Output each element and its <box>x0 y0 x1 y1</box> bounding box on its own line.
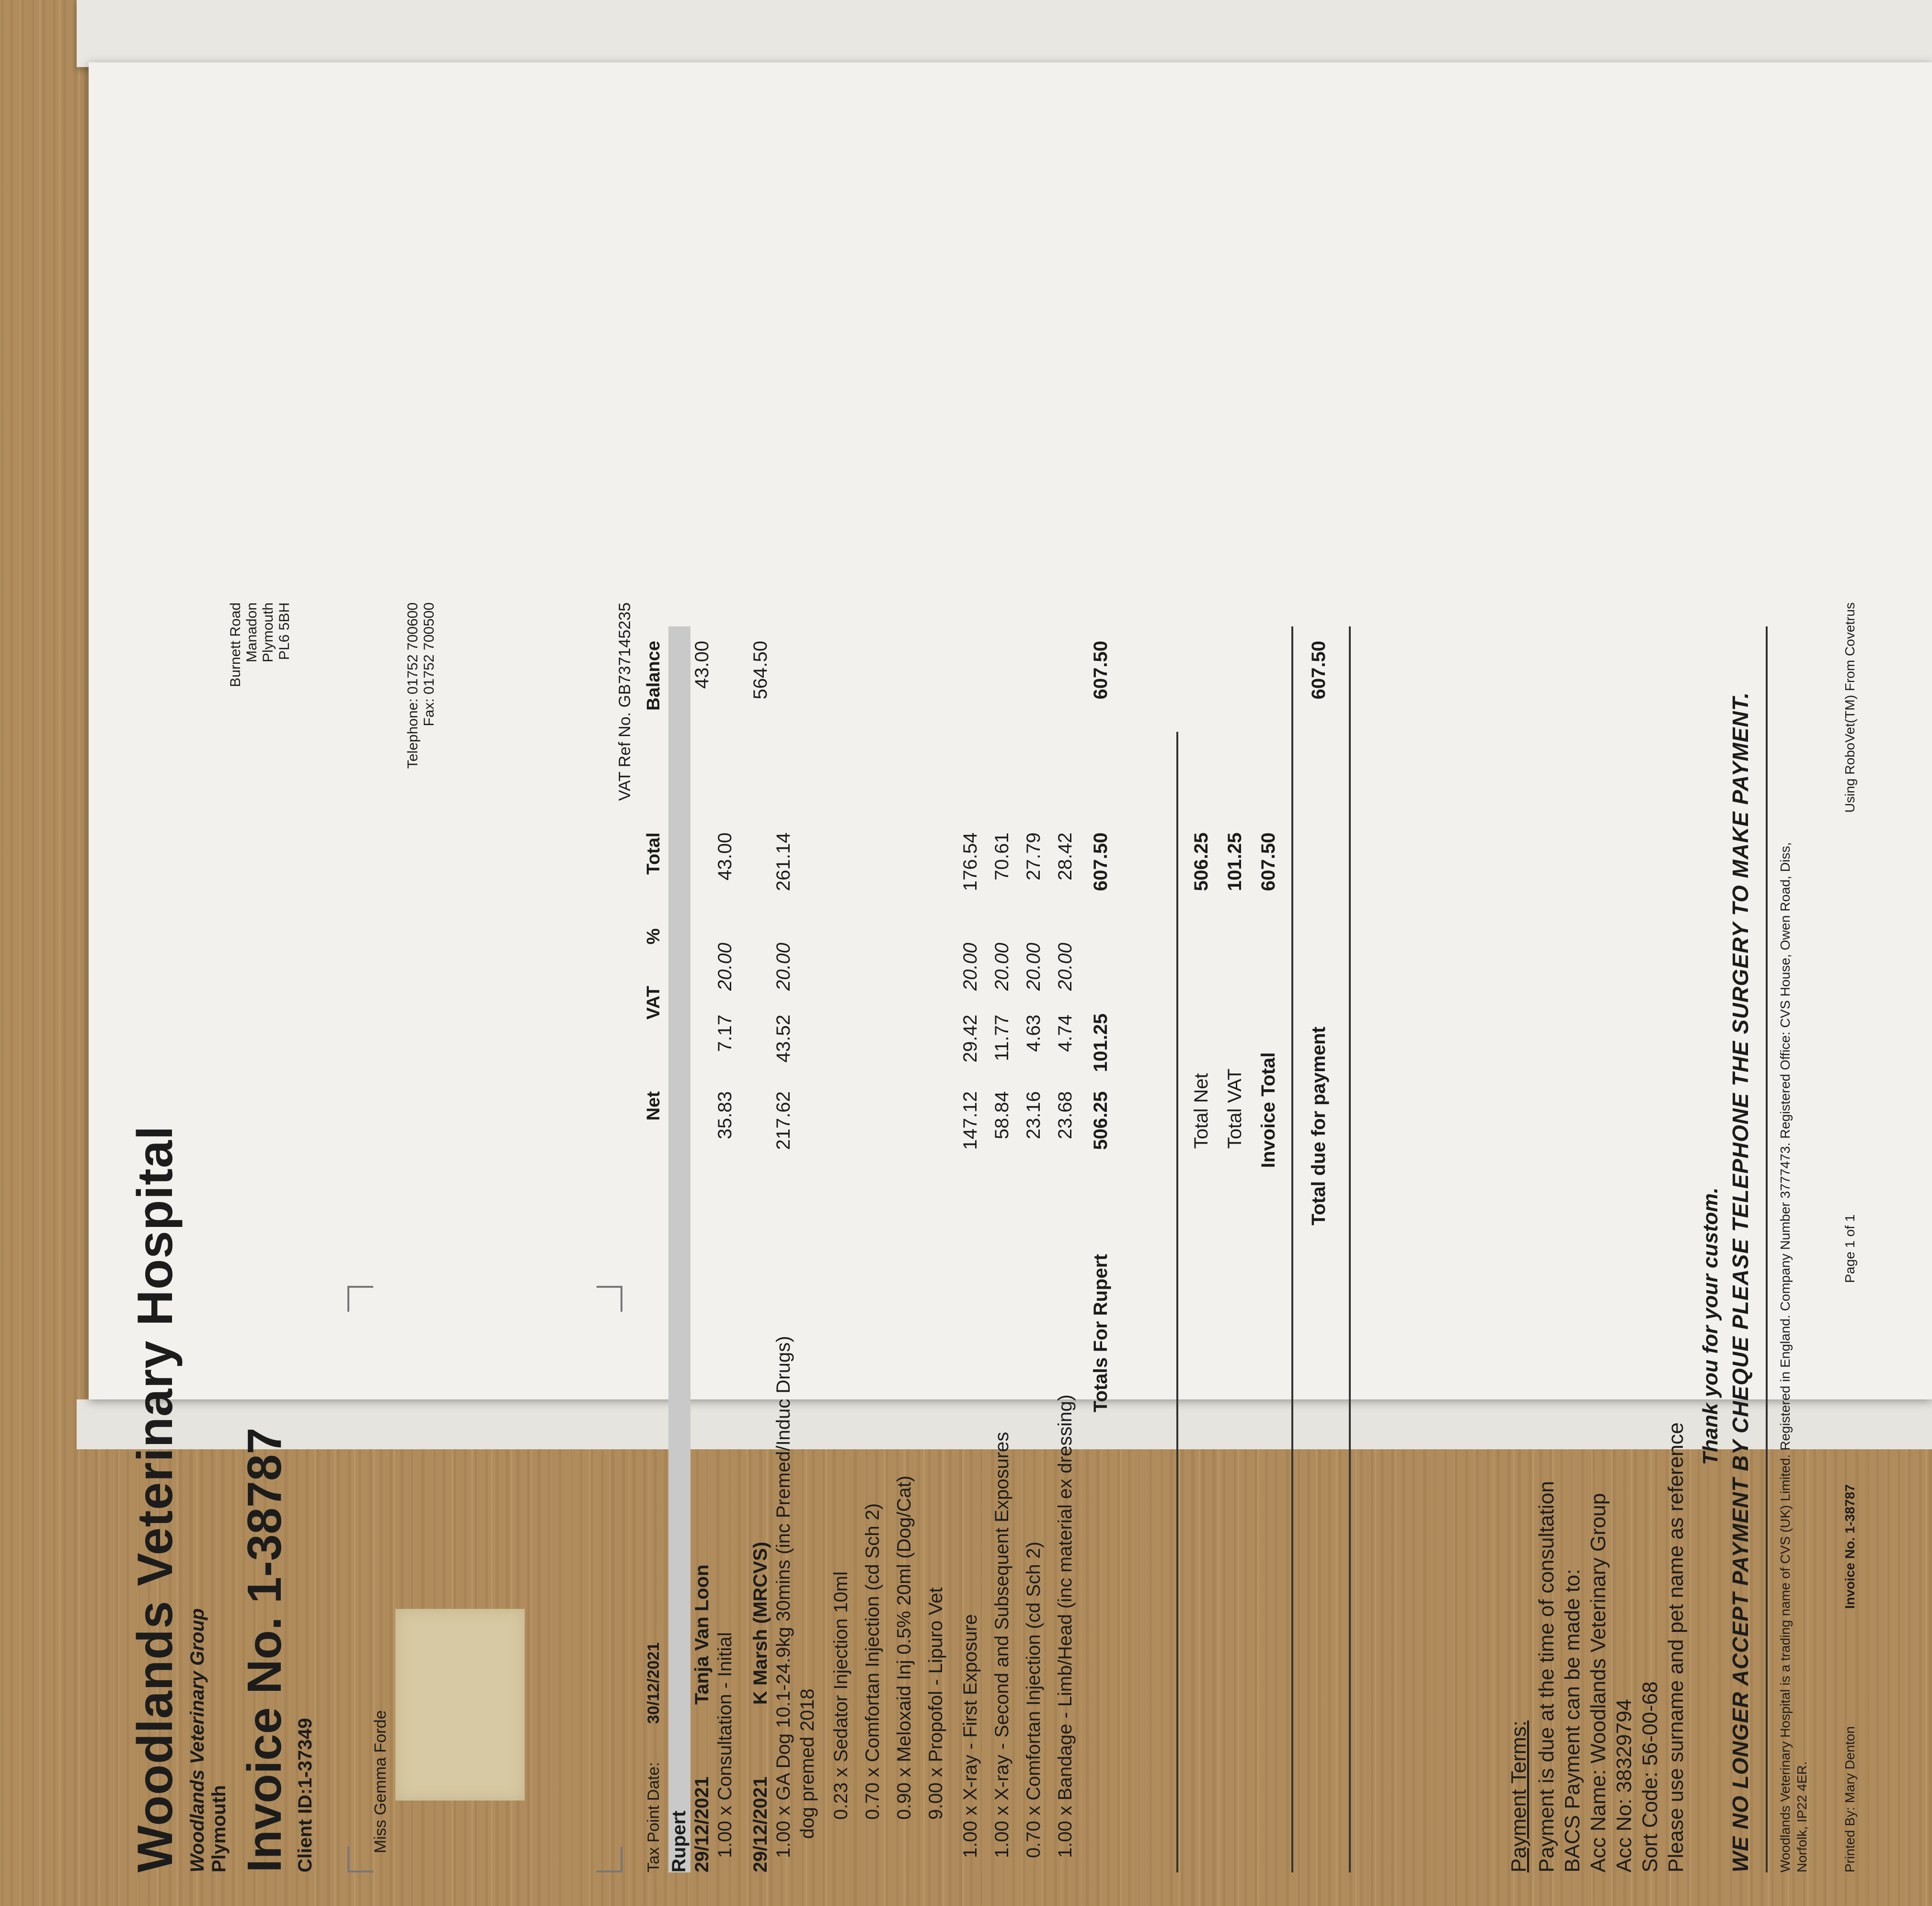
line-net: 58.84 <box>991 1091 1012 1140</box>
client-id: Client ID:1-37349 <box>295 1718 316 1872</box>
telephone: Telephone: 01752 700600 <box>405 602 421 769</box>
total-net-label: Total Net <box>1191 1073 1212 1149</box>
summary-top-rule <box>1176 732 1178 1872</box>
footer-rule <box>1766 626 1768 1872</box>
col-vat: VAT <box>644 986 664 1020</box>
line-net: 217.62 <box>773 1091 794 1150</box>
column-header-bar <box>668 626 690 1872</box>
totals-for-pet-label: Totals For Rupert <box>1090 1254 1111 1412</box>
summary-mid-rule <box>1291 626 1293 1872</box>
legal-line: Woodlands Veterinary Hospital is a trading name of CVS (UK) Limited. Registered in England. Company Number 3777473. Registered Office: CVS House, Owen Road, Diss, <box>1778 842 1793 1872</box>
page-number: Page 1 of 1 <box>1842 1214 1857 1283</box>
line-desc: 0.90 x Meloxaid Inj 0.5% 20ml (Dog/Cat) <box>894 1475 915 1820</box>
col-pct: % <box>644 928 664 945</box>
line-desc: dog premed 2018 <box>797 1688 818 1839</box>
group-date: 29/12/2021 <box>691 1776 713 1872</box>
group-date: 29/12/2021 <box>750 1776 771 1872</box>
line-total: 176.54 <box>960 832 981 891</box>
payment-terms-line: Acc No: 38329794 <box>1612 1698 1636 1872</box>
line-total: 27.79 <box>1023 832 1044 881</box>
line-total: 70.61 <box>991 832 1012 881</box>
payment-terms-line: Payment is due at the time of consultation <box>1535 1481 1558 1872</box>
due-label: Total due for payment <box>1308 1027 1329 1225</box>
thanks-message: Thank you for your custom. <box>1699 1187 1722 1465</box>
group-name: Woodlands Veterinary Group <box>187 1608 208 1872</box>
tax-point-date: 30/12/2021 <box>644 1642 663 1724</box>
line-desc: 1.00 x X-ray - First Exposure <box>960 1614 981 1858</box>
line-desc: 1.00 x GA Dog 10.1-24.9kg 30mins (inc Premed/Induc Drugs) <box>773 1336 794 1858</box>
tax-point-label: Tax Point Date: <box>644 1762 663 1872</box>
contact-numbers <box>405 602 437 769</box>
vat-ref: VAT Ref No. GB737145235 <box>616 602 634 801</box>
payment-terms-line: Acc Name: Woodlands Veterinary Group <box>1587 1493 1610 1872</box>
address-window-corner <box>347 1286 373 1312</box>
city: Plymouth <box>208 1785 230 1872</box>
invoice-page <box>89 569 1932 1906</box>
address-line: PL6 5BH <box>276 602 292 660</box>
line-vat: 7.17 <box>714 1015 736 1052</box>
line-net: 147.12 <box>960 1091 981 1150</box>
line-desc: 1.00 x Consultation - Initial <box>714 1632 736 1858</box>
recipient-name: Miss Gemma Forde <box>371 1710 390 1853</box>
invoice-total-value: 607.50 <box>1258 832 1279 891</box>
line-net: 23.68 <box>1055 1091 1076 1140</box>
line-desc: 1.00 x X-ray - Second and Subsequent Exposures <box>991 1432 1012 1858</box>
pet-name: Rupert <box>668 1811 690 1872</box>
address-line: Burnett Road <box>228 602 243 687</box>
cheque-warning: WE NO LONGER ACCEPT PAYMENT BY CHEQUE PLEASE TELEPHONE THE SURGERY TO MAKE PAYMENT. <box>1728 692 1753 1872</box>
totals-total: 607.50 <box>1090 832 1111 891</box>
line-vat: 43.52 <box>773 1015 794 1063</box>
total-vat-value: 101.25 <box>1224 832 1245 891</box>
invoice-total-label: Invoice Total <box>1258 1052 1279 1168</box>
invoice-paper <box>89 62 1932 1872</box>
payment-terms-line: BACS Payment can be made to: <box>1561 1569 1584 1872</box>
group-vet: Tanja Van Loon <box>691 1564 713 1705</box>
line-desc: 1.00 x Bandage - Limb/Head (inc material ex dressing) <box>1055 1394 1076 1858</box>
line-vat: 29.42 <box>960 1015 981 1063</box>
legal-line: Norfolk, IP22 4ER. <box>1794 1761 1809 1872</box>
address-line: Plymouth <box>260 602 276 663</box>
totals-vat: 101.25 <box>1090 1013 1111 1072</box>
line-net: 23.16 <box>1023 1091 1044 1140</box>
line-net: 35.83 <box>714 1091 736 1140</box>
line-desc: 0.23 x Sedator Injection 10ml <box>830 1571 851 1820</box>
printed-by: Printed By: Mary Denton <box>1842 1726 1857 1872</box>
line-pct: 20.00 <box>1055 943 1076 991</box>
invoice-title: Invoice No. 1-38787 <box>238 1427 291 1872</box>
due-value: 607.50 <box>1308 641 1329 700</box>
address-window-corner <box>597 1847 622 1872</box>
line-total: 261.14 <box>773 832 794 891</box>
address-window-corner <box>347 1847 373 1872</box>
line-desc: 9.00 x Propofol - Lipuro Vet <box>925 1587 946 1820</box>
line-pct: 20.00 <box>773 943 794 991</box>
redaction-patch <box>395 1609 525 1801</box>
footer-invoice-no: Invoice No. 1-38787 <box>1842 1484 1857 1609</box>
line-vat: 4.74 <box>1055 1015 1076 1052</box>
payment-terms-line: Sort Code: 56-00-68 <box>1638 1681 1662 1872</box>
line-total: 43.00 <box>714 832 736 881</box>
group-vet: K Marsh (MRCVS) <box>750 1541 771 1705</box>
line-desc: 0.70 x Comfortan Injection (cd Sch 2) <box>862 1503 883 1820</box>
total-net-value: 506.25 <box>1191 832 1212 891</box>
line-pct: 20.00 <box>1023 943 1044 991</box>
group-balance: 43.00 <box>691 641 713 689</box>
line-vat: 11.77 <box>991 1015 1012 1062</box>
totals-net: 506.25 <box>1090 1091 1111 1150</box>
payment-terms-line: Please use surname and pet name as reference <box>1664 1422 1688 1872</box>
payment-terms-title: Payment Terms: <box>1507 1720 1530 1872</box>
underlying-paper <box>77 0 1932 67</box>
group-balance: 564.50 <box>750 641 771 700</box>
hospital-name: Woodlands Veterinary Hospital <box>127 1125 183 1872</box>
line-vat: 4.63 <box>1023 1015 1044 1052</box>
col-balance: Balance <box>644 641 664 711</box>
line-pct: 20.00 <box>714 943 736 991</box>
summary-bottom-rule <box>1349 626 1351 1872</box>
col-total: Total <box>644 832 664 875</box>
line-desc: 0.70 x Comfortan Injection (cd Sch 2) <box>1023 1541 1044 1858</box>
hospital-address <box>228 602 293 687</box>
software-credit: Using RoboVet(TM) From Covetrus <box>1842 602 1857 813</box>
line-pct: 20.00 <box>991 943 1012 991</box>
total-vat-label: Total VAT <box>1224 1068 1245 1149</box>
line-pct: 20.00 <box>960 943 981 991</box>
col-net: Net <box>644 1091 664 1121</box>
address-line: Manadon <box>244 602 260 663</box>
address-window-corner <box>597 1286 622 1312</box>
totals-balance: 607.50 <box>1090 641 1111 700</box>
line-total: 28.42 <box>1055 832 1076 881</box>
fax: Fax: 01752 700500 <box>421 602 437 727</box>
